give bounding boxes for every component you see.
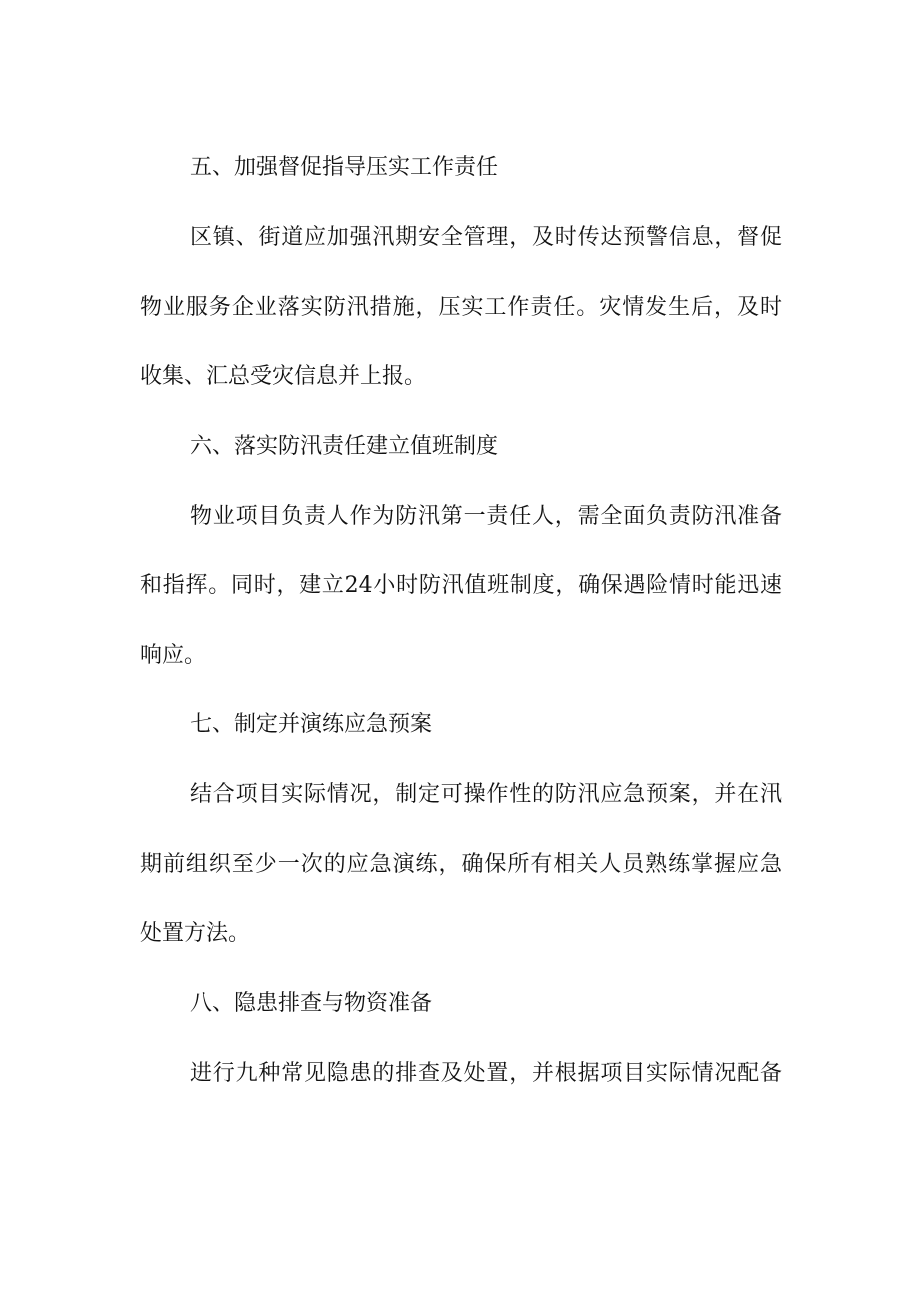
paragraph-line: 和指挥。同时，建立24小时防汛值班制度，确保遇险情时能迅速 <box>140 573 782 598</box>
paragraph-line: 进行九种常见隐患的排查及处置，并根据项目实际情况配备 <box>190 1061 782 1086</box>
paragraph-line: 收集、汇总受灾信息并上报。 <box>140 364 427 389</box>
paragraph-line: 响应。 <box>140 643 207 668</box>
paragraph-line: 区镇、街道应加强汛期安全管理，及时传达预警信息，督促 <box>190 225 782 250</box>
section-heading-6: 六、落实防汛责任建立值班制度 <box>190 434 499 459</box>
paragraph-line: 物业服务企业落实防汛措施，压实工作责任。灾情发生后，及时 <box>140 295 782 320</box>
paragraph-line: 期前组织至少一次的应急演练，确保所有相关人员熟练掌握应急 <box>140 852 782 877</box>
section-heading-5: 五、加强督促指导压实工作责任 <box>190 155 499 180</box>
paragraph-line: 物业项目负责人作为防汛第一责任人，需全面负责防汛准备 <box>190 504 782 529</box>
paragraph-line: 结合项目实际情况，制定可操作性的防汛应急预案，并在汛 <box>190 782 782 807</box>
section-heading-8: 八、隐患排查与物资准备 <box>190 991 433 1016</box>
paragraph-line: 处置方法。 <box>140 921 251 946</box>
section-heading-7: 七、制定并演练应急预案 <box>190 712 433 737</box>
